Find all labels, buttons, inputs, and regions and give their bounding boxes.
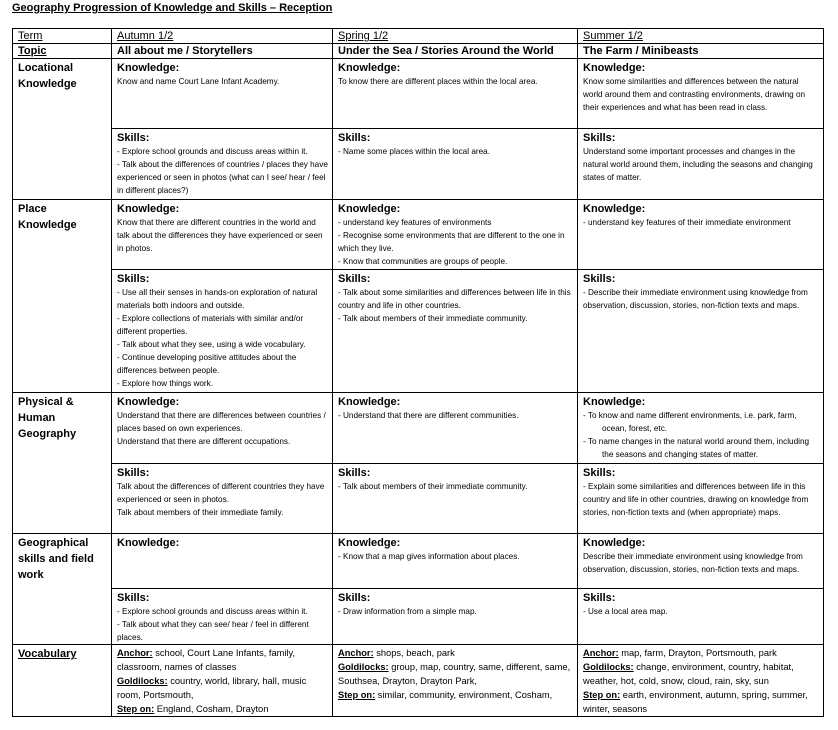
topic-row [13,44,824,59]
row-2-skills [13,464,824,534]
vocab-spring: Anchor: shops, beach, park Goldilocks: group, map, country, same, different, same, Southsea, Drayton, Drayton Park, Step on: similar, community, environment, Cosham, [333,645,578,717]
knowledge-heading: Knowledge: [583,537,646,549]
knowledge-cell-spring [333,534,578,589]
row-label [13,534,112,645]
knowledge-heading: Knowledge: [583,396,646,408]
skills-cell-autumn [112,270,333,393]
skills-line: - Explore school grounds and discuss areas within it. [117,147,308,156]
skills-line: - Use all their senses in hands-on exploration of natural materials both indoors and outside. [117,288,318,310]
skills-line: - Talk about some similarities and differences between life in this country and life in other countries. [338,288,571,310]
skills-line: - Continue developing positive attitudes about the differences between people. [117,353,297,375]
skills-line: - Talk about the differences of countries / places they have experienced or seen in photos (what can I see/ hear / feel in different places?) [117,160,328,195]
knowledge-line: Know and name Court Lane Infant Academy. [117,77,280,86]
knowledge-line: To know there are different places within the local area. [338,77,538,86]
skills-line: - Talk about what they see, using a wide vocabulary. [117,340,306,349]
row-label-line: Physical & [18,396,74,408]
vocabulary-label: Vocabulary [13,645,112,717]
topic-label: Topic [13,44,112,59]
knowledge-cell-spring [333,59,578,129]
knowledge-heading: Knowledge: [117,203,180,215]
header-row [13,29,824,44]
skills-line: - Name some places within the local area. [338,147,490,156]
row-2-knowledge [13,393,824,464]
skills-heading: Skills: [583,132,616,144]
topic-summer: The Farm / Minibeasts [578,44,824,59]
knowledge-cell-autumn [112,534,333,589]
row-0-skills [13,129,824,200]
knowledge-heading: Knowledge: [583,62,646,74]
row-1-skills [13,270,824,393]
row-label [13,200,112,393]
skills-cell-autumn [112,589,333,645]
knowledge-line: Know that there are different countries in the world and talk about the differences they have experienced or seen in photos. [117,218,323,253]
skills-cell-summer [578,129,824,200]
row-label-line: Locational [18,62,74,74]
skills-line: - Talk about members of their immediate community. [338,482,528,491]
knowledge-line: - Know that communities are groups of people. [338,257,508,266]
knowledge-line: Describe their immediate environment using knowledge from observation, discussion, stories, non-fiction texts and maps. [583,552,803,574]
knowledge-cell-spring [333,393,578,464]
knowledge-line: - To know and name different environments, i.e. park, farm, ocean, forest, etc. [583,411,797,433]
skills-line: - Explain some similarities and differences between life in this country and life in other countries, drawing on knowledge from stories, non-fiction texts and (when appropriate) maps. [583,482,809,517]
skills-cell-autumn [112,464,333,534]
skills-line: - Explore how things work. [117,379,214,388]
knowledge-heading: Knowledge: [117,396,180,408]
knowledge-heading: Knowledge: [338,203,401,215]
vocab-summer: Anchor: map, farm, Drayton, Portsmouth, park Goldilocks: change, environment, country, habitat, weather, hot, cold, snow, cloud, rain, sky, sun Step on: earth, environment, autumn, spring, summer, winter, seasons [578,645,824,717]
skills-heading: Skills: [117,132,150,144]
row-0-knowledge [13,59,824,129]
knowledge-cell-summer [578,393,824,464]
knowledge-heading: Knowledge: [117,537,180,549]
knowledge-cell-summer [578,200,824,270]
knowledge-cell-summer [578,59,824,129]
row-label-line: Geographical [18,537,89,549]
knowledge-heading: Knowledge: [338,62,401,74]
knowledge-heading: Knowledge: [583,203,646,215]
skills-cell-autumn [112,129,333,200]
skills-line: Understand some important processes and changes in the natural world around them, including the seasons and changing states of matter. [583,147,813,182]
knowledge-line: - understand key features of environments [338,218,492,227]
row-3-knowledge [13,534,824,589]
topic-spring: Under the Sea / Stories Around the World [333,44,578,59]
skills-cell-spring [333,589,578,645]
row-label [13,393,112,534]
knowledge-heading: Knowledge: [117,62,180,74]
progression-table [12,28,824,717]
skills-heading: Skills: [338,467,371,479]
skills-cell-summer [578,589,824,645]
skills-cell-spring [333,270,578,393]
row-label-line: work [18,569,44,581]
knowledge-heading: Knowledge: [338,537,401,549]
knowledge-cell-summer [578,534,824,589]
skills-line: - Describe their immediate environment using knowledge from observation, discussion, stories, non-fiction texts and maps. [583,288,808,310]
knowledge-line: - Recognise some environments that are different to the one in which they live. [338,231,565,253]
knowledge-line: - Understand that there are different communities. [338,411,519,420]
row-label-line: Geography [18,428,77,440]
knowledge-cell-autumn [112,200,333,270]
skills-heading: Skills: [117,467,150,479]
skills-line: - Explore collections of materials with similar and/or different properties. [117,314,304,336]
knowledge-cell-spring [333,200,578,270]
knowledge-line: Know some similarities and differences between the natural world around them and contrasting environments, drawing on their experiences and what has been read in class. [583,77,806,112]
row-label-line: Place [18,203,47,215]
skills-line: - Use a local area map. [583,607,668,616]
knowledge-line: - To name changes in the natural world around them, including the seasons and changing states of matter. [583,437,810,459]
skills-heading: Skills: [117,592,150,604]
knowledge-line: Understand that there are differences between countries / places based on own experiences. [117,411,326,433]
row-1-knowledge [13,200,824,270]
row-3-skills [13,589,824,645]
spring-header: Spring 1/2 [333,29,578,44]
skills-line: Talk about members of their immediate family. [117,508,284,517]
skills-heading: Skills: [338,132,371,144]
row-label-line: Knowledge [18,219,77,231]
row-label-line: Knowledge [18,78,77,90]
skills-heading: Skills: [338,592,371,604]
vocabulary-row [13,645,824,717]
row-label-line: skills and field [18,553,94,565]
row-label [13,59,112,200]
knowledge-cell-autumn [112,59,333,129]
skills-cell-spring [333,129,578,200]
document-title: Geography Progression of Knowledge and Skills – Reception [12,2,333,14]
skills-heading: Skills: [117,273,150,285]
skills-heading: Skills: [583,273,616,285]
knowledge-line: Understand that there are different occupations. [117,437,291,446]
term-header: Term [13,29,112,44]
knowledge-heading: Knowledge: [338,396,401,408]
summer-header: Summer 1/2 [578,29,824,44]
knowledge-cell-autumn [112,393,333,464]
vocab-autumn: Anchor: school, Court Lane Infants, family, classroom, names of classes Goldilocks: country, world, library, hall, music room, Portsmouth, Step on: England, Cosham, Drayton [112,645,333,717]
skills-line: - Talk about members of their immediate community. [338,314,528,323]
skills-heading: Skills: [583,467,616,479]
skills-line: - Talk about what they can see/ hear / feel in different places. [117,620,309,642]
skills-heading: Skills: [338,273,371,285]
row-label-line: Human [18,412,56,424]
skills-line: - Explore school grounds and discuss areas within it. [117,607,308,616]
skills-cell-summer [578,464,824,534]
skills-line: Talk about the differences of different countries they have experienced or seen in photos. [117,482,325,504]
skills-line: - Draw information from a simple map. [338,607,477,616]
skills-heading: Skills: [583,592,616,604]
knowledge-line: - Know that a map gives information about places. [338,552,520,561]
skills-cell-spring [333,464,578,534]
knowledge-line: - understand key features of their immediate environment [583,218,791,227]
skills-cell-summer [578,270,824,393]
topic-autumn: All about me / Storytellers [112,44,333,59]
autumn-header: Autumn 1/2 [112,29,333,44]
